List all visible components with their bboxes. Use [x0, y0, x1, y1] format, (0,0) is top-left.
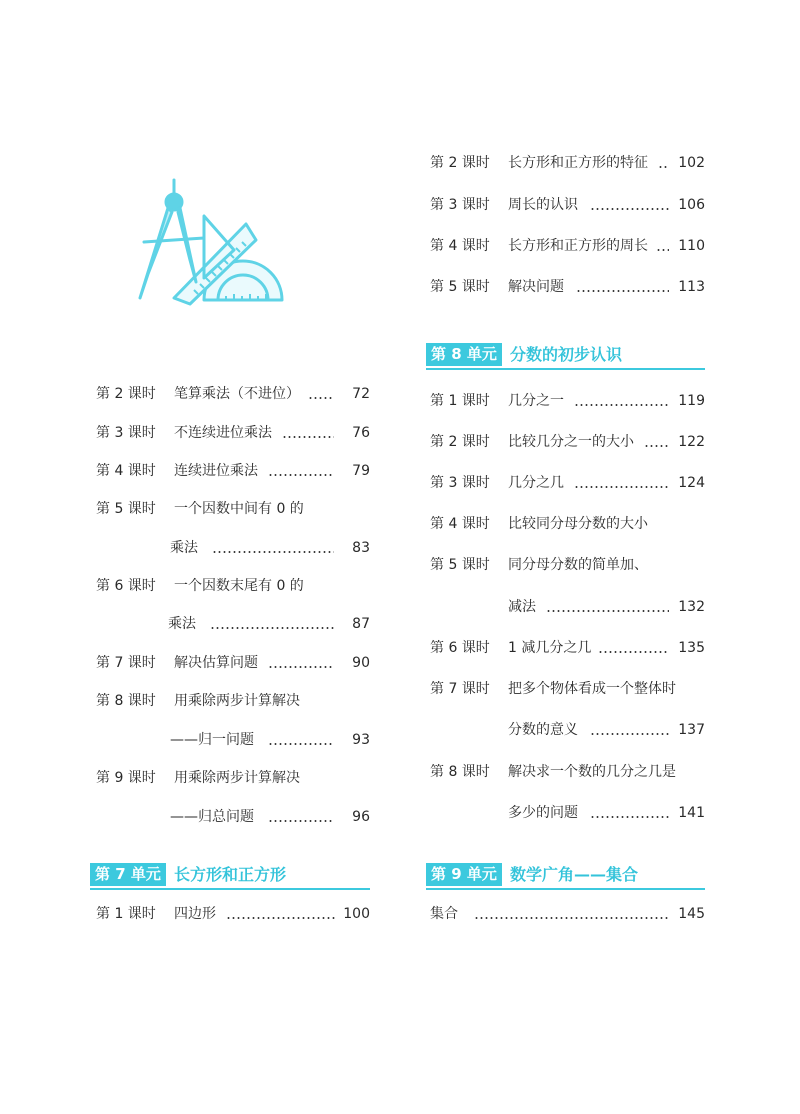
leader-dots	[658, 166, 669, 168]
toc-entry[interactable]: 第 5 课时 一个因数中间有 0 的	[96, 501, 304, 517]
toc-entry[interactable]: 第 6 课时 一个因数末尾有 0 的	[96, 578, 304, 594]
toc-entry[interactable]: 第 4 课时 长方形和正方形的周长 110	[430, 238, 705, 254]
toc-entry[interactable]: 第 7 课时 把多个物体看成一个整体时	[430, 681, 676, 697]
unit-underline	[90, 888, 370, 890]
leader-dots	[268, 743, 334, 745]
unit-badge: 第 7 单元	[90, 863, 166, 886]
unit-badge: 第 9 单元	[426, 863, 502, 886]
leader-dots	[644, 445, 669, 447]
toc-entry[interactable]: 第 2 课时 长方形和正方形的特征 102	[430, 155, 705, 171]
toc-left-column	[96, 0, 370, 1114]
toc-entry-continued[interactable]: 多少的问题 141	[508, 805, 705, 821]
toc-entry[interactable]: 第 2 课时 比较几分之一的大小 122	[430, 434, 705, 450]
toc-entry[interactable]: 第 1 课时 四边形 100	[96, 906, 370, 922]
leader-dots	[474, 917, 669, 919]
unit-title: 长方形和正方形	[174, 865, 287, 884]
unit-7-header	[90, 860, 370, 890]
unit-underline	[426, 368, 705, 370]
toc-entry[interactable]: 第 3 课时 不连续进位乘法 76	[96, 425, 370, 441]
leader-dots	[210, 627, 334, 629]
leader-dots	[268, 474, 334, 476]
toc-entry[interactable]: 第 3 课时 周长的认识 106	[430, 197, 705, 213]
leader-dots	[308, 397, 334, 399]
leader-dots	[590, 208, 669, 210]
toc-entry[interactable]: 第 8 课时 用乘除两步计算解决	[96, 693, 300, 709]
leader-dots	[268, 820, 334, 822]
leader-dots	[574, 486, 669, 488]
unit-underline	[426, 888, 705, 890]
leader-dots	[576, 290, 669, 292]
toc-entry-continued[interactable]: ——归一问题 93	[170, 732, 370, 748]
leader-dots	[598, 651, 669, 653]
toc-entry-continued[interactable]: 乘法 87	[168, 616, 370, 632]
toc-entry[interactable]: 第 8 课时 解决求一个数的几分之几是	[430, 764, 676, 780]
toc-entry[interactable]: 第 2 课时 笔算乘法（不进位） 72	[96, 386, 370, 402]
leader-dots	[590, 733, 669, 735]
toc-entry[interactable]: 第 9 课时 用乘除两步计算解决	[96, 770, 300, 786]
toc-entry[interactable]: 第 4 课时 连续进位乘法 79	[96, 463, 370, 479]
toc-entry[interactable]: 第 1 课时 几分之一 119	[430, 393, 705, 409]
toc-entry[interactable]: 第 5 课时 解决问题 113	[430, 279, 705, 295]
leader-dots	[656, 249, 669, 251]
leader-dots	[226, 917, 336, 919]
leader-dots	[268, 666, 334, 668]
toc-entry[interactable]: 第 4 课时 比较同分母分数的大小	[430, 516, 648, 532]
toc-entry[interactable]: 第 6 课时 1 减几分之几 135	[430, 640, 705, 656]
toc-entry[interactable]: 集合 145	[430, 906, 705, 922]
toc-right-column	[430, 0, 705, 1114]
toc-entry-continued[interactable]: 分数的意义 137	[508, 722, 705, 738]
toc-entry-continued[interactable]: 减法 132	[508, 599, 705, 615]
leader-dots	[574, 404, 669, 406]
toc-entry[interactable]: 第 7 课时 解决估算问题 90	[96, 655, 370, 671]
leader-dots	[590, 816, 669, 818]
toc-entry[interactable]: 第 3 课时 几分之几 124	[430, 475, 705, 491]
leader-dots	[212, 551, 334, 553]
toc-entry-continued[interactable]: ——归总问题 96	[170, 809, 370, 825]
unit-8-header	[426, 340, 705, 370]
unit-9-header	[426, 860, 705, 890]
leader-dots	[546, 610, 669, 612]
unit-title: 数学广角——集合	[510, 865, 639, 884]
leader-dots	[282, 436, 334, 438]
toc-entry-continued[interactable]: 乘法 83	[170, 540, 370, 556]
unit-title: 分数的初步认识	[510, 345, 623, 364]
toc-entry[interactable]: 第 5 课时 同分母分数的简单加、	[430, 557, 648, 573]
unit-badge: 第 8 单元	[426, 343, 502, 366]
